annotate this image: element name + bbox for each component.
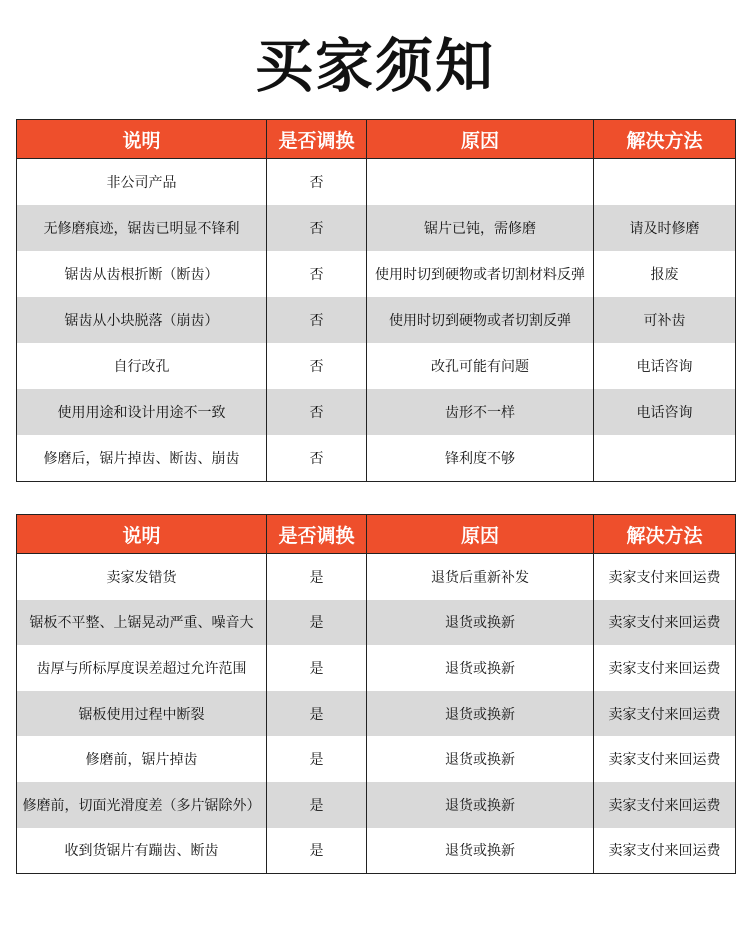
- cell-exchangeable: 是: [267, 782, 367, 828]
- cell-exchangeable: 是: [267, 554, 367, 600]
- cell-reason: 改孔可能有问题: [367, 343, 594, 389]
- cell-description: 锯板不平整、上锯晃动严重、噪音大: [17, 600, 267, 646]
- cell-reason: 使用时切到硬物或者切割材料反弹: [367, 251, 594, 297]
- cell-description: 无修磨痕迹，锯齿已明显不锋利: [17, 205, 267, 251]
- cell-solution: 卖家支付来回运费: [594, 691, 736, 737]
- cell-reason: 使用时切到硬物或者切割反弹: [367, 297, 594, 343]
- cell-reason: 退货后重新补发: [367, 554, 594, 600]
- cell-exchangeable: 否: [267, 343, 367, 389]
- cell-reason: [367, 159, 594, 206]
- cell-reason: 退货或换新: [367, 645, 594, 691]
- table-row: [17, 600, 736, 646]
- cell-solution: 报废: [650, 267, 679, 283]
- table-header-row: [17, 120, 736, 159]
- table-row: [17, 297, 736, 343]
- cell-description: 修磨前，锯片掉齿: [17, 736, 267, 782]
- table-row: [17, 251, 736, 297]
- cell-reason: 齿形不一样: [367, 389, 594, 435]
- non-exchange-table: [16, 119, 736, 482]
- cell-description: 齿厚与所标厚度误差超过允许范围: [17, 645, 267, 691]
- cell-exchangeable: 否: [267, 389, 367, 435]
- cell-solution: 电话咨询: [594, 389, 736, 435]
- cell-description: 锯板使用过程中断裂: [17, 691, 267, 737]
- cell-solution: 卖家支付来回运费: [608, 660, 721, 677]
- cell-exchangeable: 是: [267, 828, 367, 874]
- cell-reason: 退货或换新: [367, 736, 594, 782]
- cell-solution: 卖家支付来回运费: [608, 843, 721, 860]
- table-row: [17, 691, 736, 737]
- table-row: [17, 554, 736, 600]
- cell-description: 锯齿从小块脱落（崩齿）: [17, 297, 267, 343]
- page-title: 买家须知: [254, 32, 495, 100]
- table-header-row: [17, 515, 736, 554]
- cell-reason: 锋利度不够: [367, 435, 594, 482]
- table-row: [17, 389, 736, 435]
- cell-reason: 退货或换新: [367, 782, 594, 828]
- cell-description: 使用用途和设计用途不一致: [17, 389, 267, 435]
- cell-exchangeable: 否: [267, 205, 367, 251]
- cell-reason: 退货或换新: [367, 691, 594, 737]
- cell-reason: 锯片已钝，需修磨: [367, 205, 594, 251]
- cell-solution: 电话咨询: [636, 359, 693, 375]
- cell-solution: [594, 159, 736, 206]
- cell-exchangeable: 是: [267, 600, 367, 646]
- cell-solution: 卖家支付来回运费: [608, 752, 721, 769]
- cell-description: 收到货锯片有蹦齿、断齿: [17, 828, 267, 874]
- cell-description: 修磨前，切面光滑度差（多片锯除外）: [17, 782, 267, 828]
- header-exchangeable: 是否调换: [267, 120, 367, 159]
- cell-exchangeable: 是: [267, 736, 367, 782]
- cell-description: 卖家发错货: [17, 554, 267, 600]
- header-solution: 解决方法: [594, 120, 736, 159]
- cell-solution: 卖家支付来回运费: [594, 782, 736, 828]
- cell-reason: 退货或换新: [367, 828, 594, 874]
- cell-solution: 卖家支付来回运费: [594, 600, 736, 646]
- cell-exchangeable: 否: [267, 159, 367, 206]
- cell-description: 自行改孔: [17, 343, 267, 389]
- cell-description: 修磨后，锯片掉齿、断齿、崩齿: [17, 435, 267, 482]
- table-row: [17, 159, 736, 206]
- cell-solution: 卖家支付来回运费: [608, 569, 721, 586]
- cell-solution: 请及时修磨: [594, 205, 736, 251]
- table-row: [17, 736, 736, 782]
- cell-reason: 退货或换新: [367, 600, 594, 646]
- cell-exchangeable: 否: [267, 435, 367, 482]
- table-row: [17, 435, 736, 482]
- header-reason: 原因: [367, 515, 594, 554]
- table-row: [17, 343, 736, 389]
- header-description: 说明: [17, 515, 267, 554]
- header-exchangeable: 是否调换: [267, 515, 367, 554]
- table-row: [17, 645, 736, 691]
- cell-exchangeable: 是: [267, 691, 367, 737]
- header-solution: 解决方法: [594, 515, 736, 554]
- cell-exchangeable: 否: [267, 297, 367, 343]
- cell-description: 锯齿从齿根折断（断齿）: [17, 251, 267, 297]
- cell-description: 非公司产品: [17, 159, 267, 206]
- exchange-table: [16, 514, 736, 874]
- table-row: [17, 205, 736, 251]
- header-description: 说明: [17, 120, 267, 159]
- cell-solution: [594, 435, 736, 482]
- table-row: [17, 828, 736, 874]
- cell-exchangeable: 是: [267, 645, 367, 691]
- cell-solution: 可补齿: [594, 297, 736, 343]
- table-row: [17, 782, 736, 828]
- header-reason: 原因: [367, 120, 594, 159]
- cell-exchangeable: 否: [267, 251, 367, 297]
